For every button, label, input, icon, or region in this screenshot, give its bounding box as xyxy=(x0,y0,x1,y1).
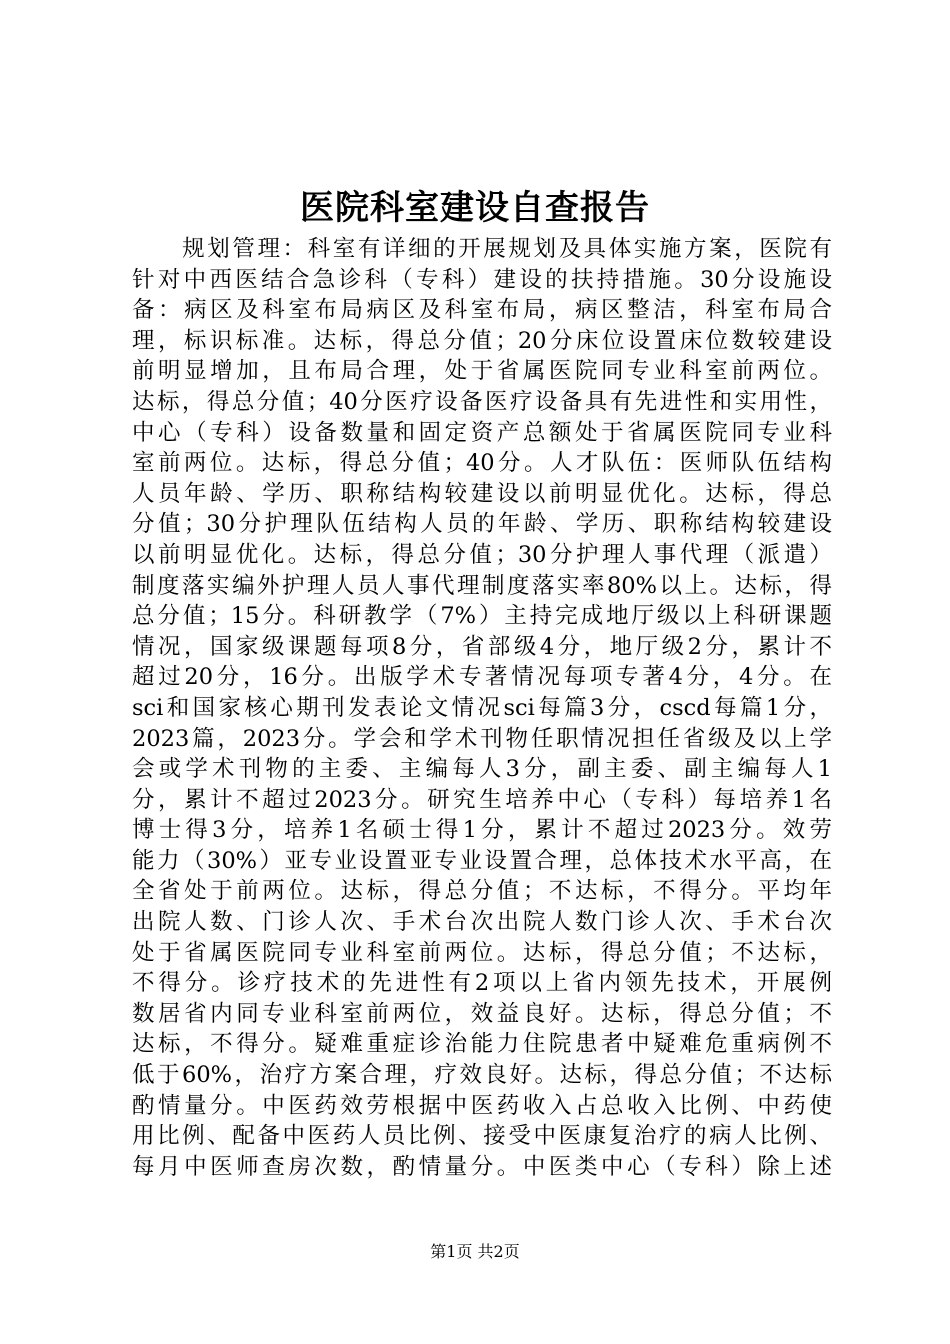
text-line: 不得分。诊疗技术的先进性有2项以上省内领先技术，开展例 xyxy=(132,970,832,997)
text-line: 达标，得总分值；40分医疗设备医疗设备具有先进性和实用性， xyxy=(132,388,832,415)
text-line: 达标，不得分。疑难重症诊治能力住院患者中疑难危重病例不 xyxy=(132,1031,832,1058)
text-line: 用比例、配备中医药人员比例、接受中医康复治疗的病人比例、 xyxy=(132,1123,832,1150)
text-line: 分，累计不超过2023分。研究生培养中心（专科）每培养1名 xyxy=(132,786,832,813)
page-title: 医院科室建设自查报告 xyxy=(300,188,650,228)
text-line: 以前明显优化。达标，得总分值；30分护理人事代理（派遣） xyxy=(132,541,832,568)
text-line: 中心（专科）设备数量和固定资产总额处于省属医院同专业科 xyxy=(132,419,832,446)
text-line: 前明显增加，且布局合理，处于省属医院同专业科室前两位。 xyxy=(132,358,832,385)
text-line: 备：病区及科室布局病区及科室布局，病区整洁，科室布局合 xyxy=(132,297,832,324)
page-footer: 第1页 共2页 xyxy=(430,1242,520,1261)
text-line: 全省处于前两位。达标，得总分值；不达标，不得分。平均年 xyxy=(132,878,832,905)
text-line: 每月中医师查房次数，酌情量分。中医类中心（专科）除上述 xyxy=(132,1153,832,1180)
text-line: 数居省内同专业科室前两位，效益良好。达标，得总分值；不 xyxy=(132,1000,832,1027)
text-line: 酌情量分。中医药效劳根据中医药收入占总收入比例、中药使 xyxy=(132,1092,832,1119)
text-line: 情况，国家级课题每项8分，省部级4分，地厅级2分，累计不 xyxy=(132,633,832,660)
text-line: sci和国家核心期刊发表论文情况sci每篇3分，cscd每篇1分， xyxy=(132,694,832,721)
text-line: 规划管理：科室有详细的开展规划及具体实施方案，医院有 xyxy=(132,236,832,262)
text-line: 处于省属医院同专业科室前两位。达标，得总分值；不达标， xyxy=(132,939,832,966)
text-line: 超过20分，16分。出版学术专著情况每项专著4分，4分。在 xyxy=(132,664,832,691)
text-line: 2023篇，2023分。学会和学术刊物任职情况担任省级及以上学 xyxy=(132,725,832,752)
body-text xyxy=(132,234,832,1182)
text-line: 出院人数、门诊人次、手术台次出院人数门诊人次、手术台次 xyxy=(132,909,832,936)
text-line: 能力（30%）亚专业设置亚专业设置合理，总体技术水平高，在 xyxy=(132,847,832,874)
text-line: 人员年龄、学历、职称结构较建设以前明显优化。达标，得总 xyxy=(132,480,832,507)
text-line: 制度落实编外护理人员人事代理制度落实率80%以上。达标，得 xyxy=(132,572,832,599)
text-line: 针对中西医结合急诊科（专科）建设的扶持措施。30分设施设 xyxy=(132,266,832,293)
text-line: 低于60%，治疗方案合理，疗效良好。达标，得总分值；不达标 xyxy=(132,1062,832,1089)
text-line: 分值；30分护理队伍结构人员的年龄、学历、职称结构较建设 xyxy=(132,511,832,538)
text-line: 博士得3分，培养1名硕士得1分，累计不超过2023分。效劳 xyxy=(132,817,832,844)
text-line: 会或学术刊物的主委、主编每人3分，副主委、副主编每人1 xyxy=(132,756,832,783)
text-line: 理，标识标准。达标，得总分值；20分床位设置床位数较建设 xyxy=(132,327,832,354)
text-line: 总分值；15分。科研教学（7%）主持完成地厅级以上科研课题 xyxy=(132,603,832,630)
text-line: 室前两位。达标，得总分值；40分。人才队伍：医师队伍结构 xyxy=(132,450,832,477)
